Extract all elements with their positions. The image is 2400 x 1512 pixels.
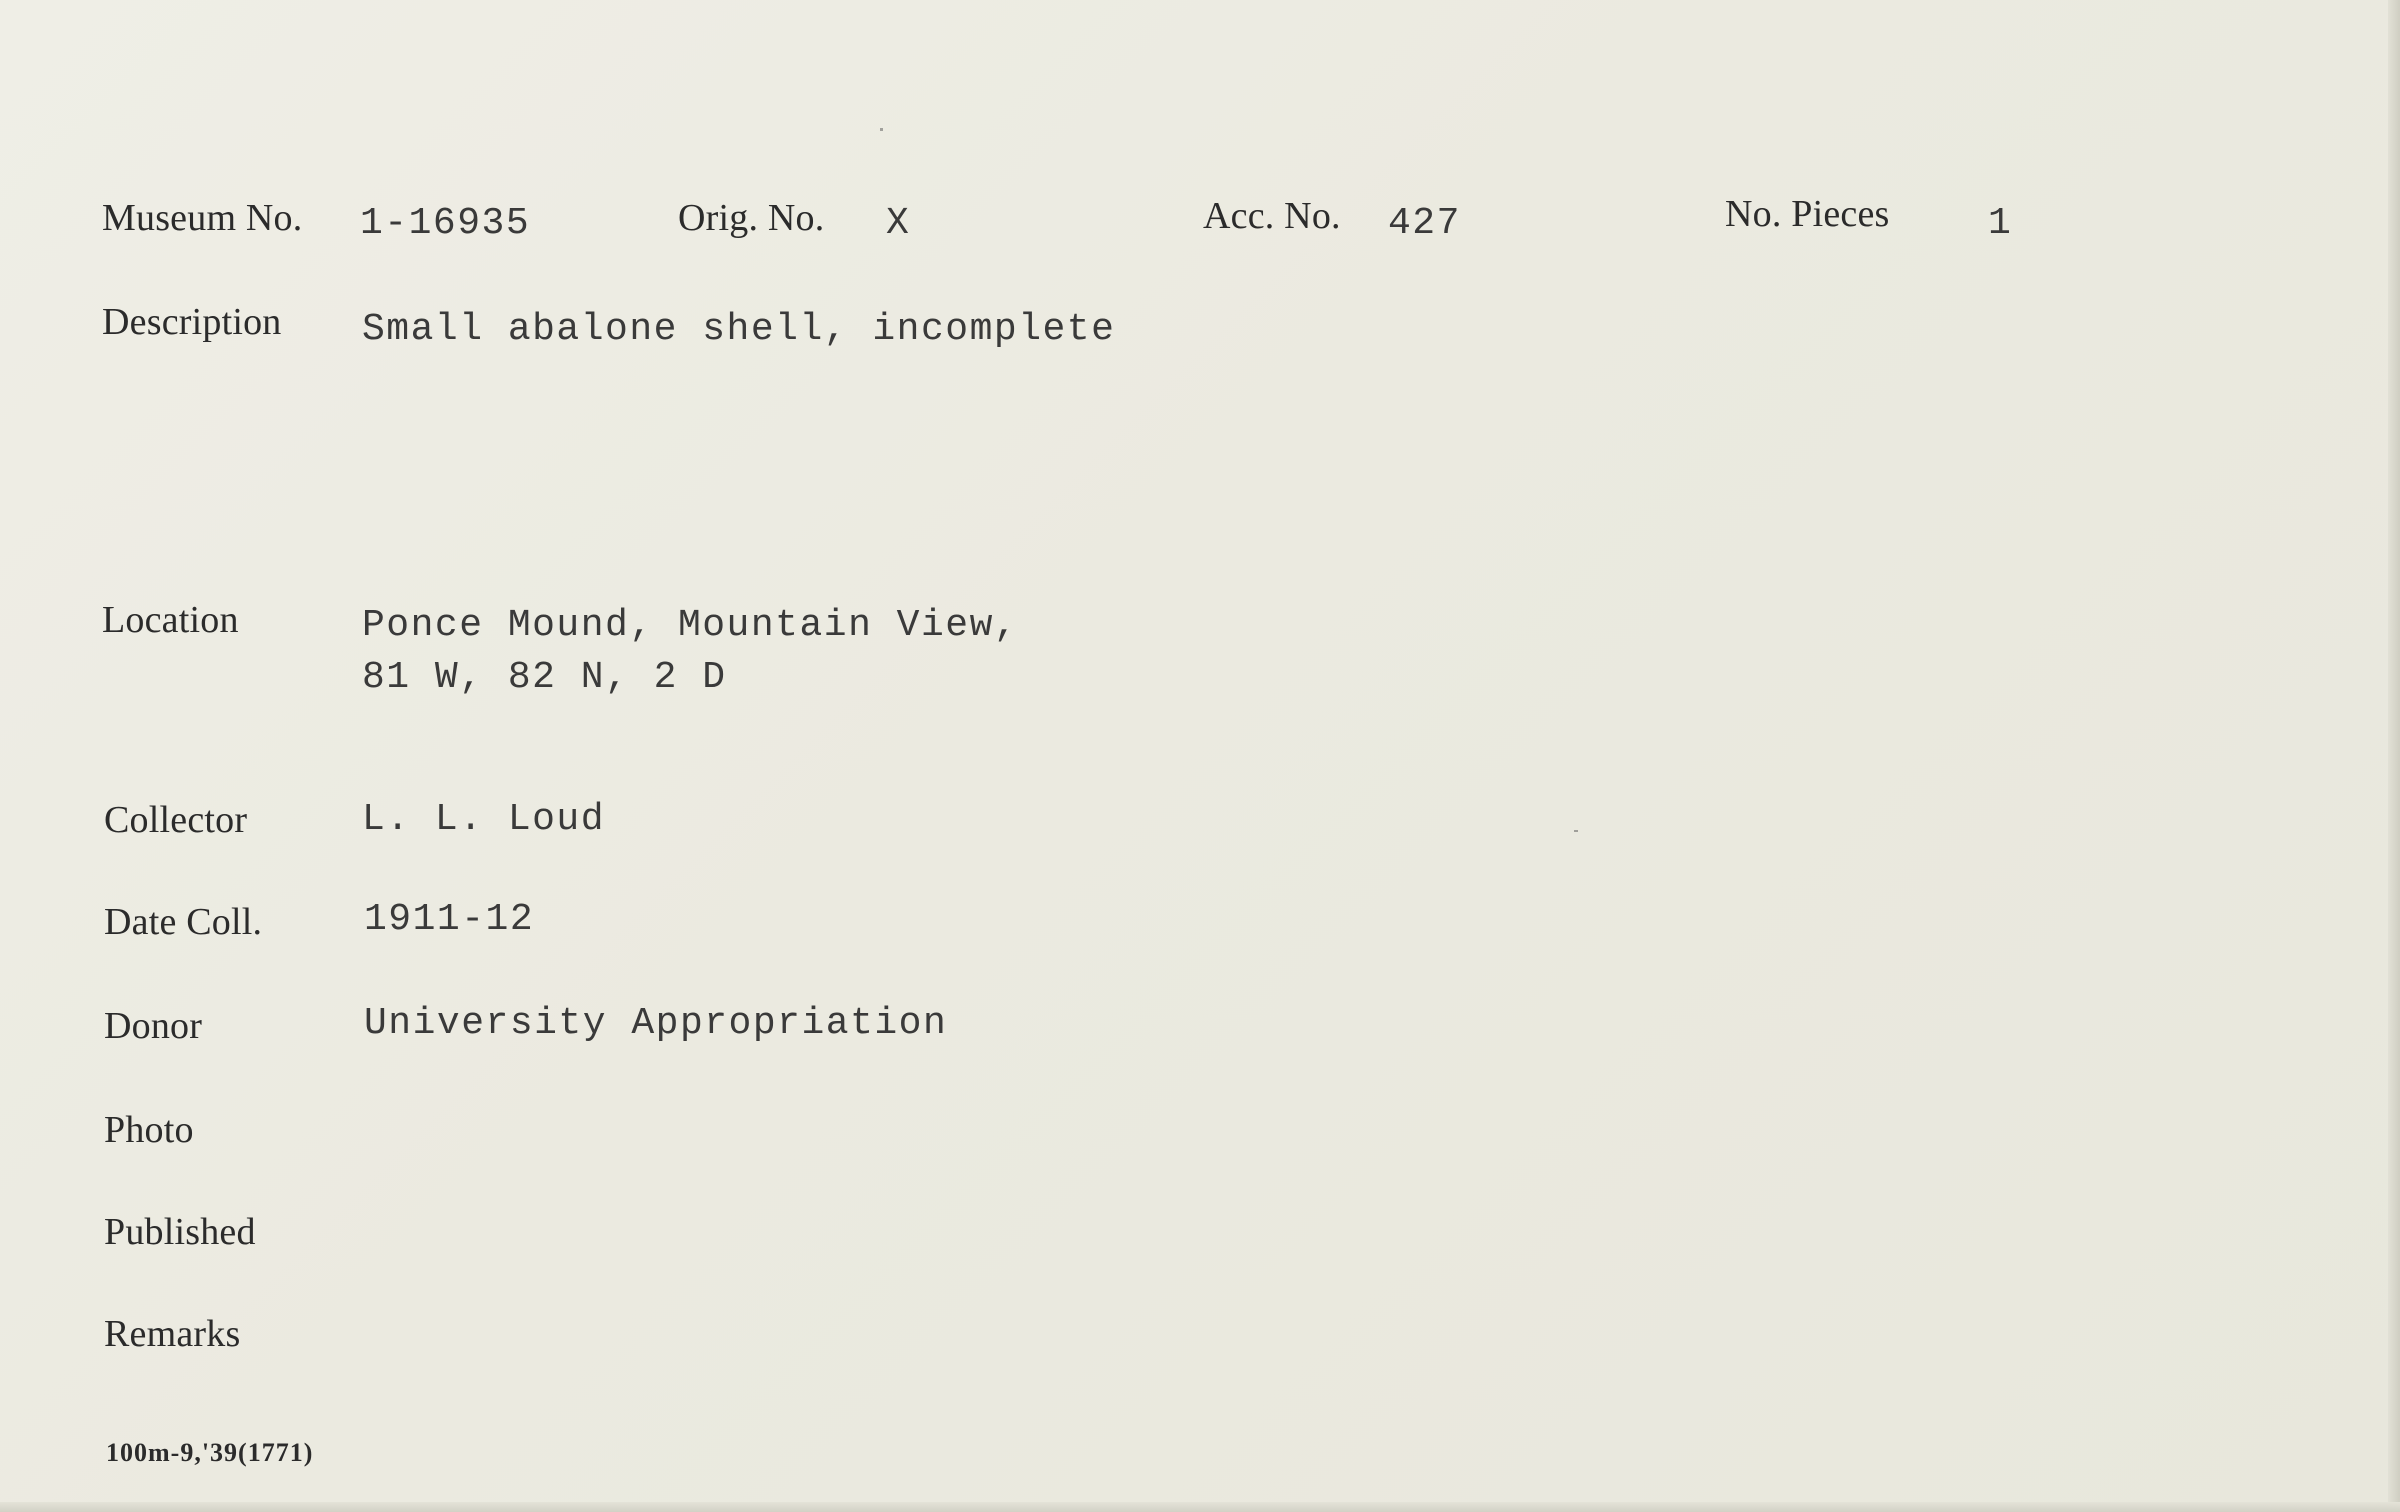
card-edge-bottom [0,1502,2400,1512]
acc-no-label: Acc. No. [1203,195,1341,237]
photo-label: Photo [104,1109,194,1151]
remarks-label: Remarks [104,1313,241,1355]
acc-no-value: 427 [1388,202,1461,245]
date-coll-label: Date Coll. [104,901,263,943]
collector-value: L. L. Loud [362,798,606,841]
date-coll-value: 1911-12 [364,898,535,941]
location-line-2: 81 W, 82 N, 2 D [362,656,727,699]
paper-speck [1574,830,1578,832]
description-label: Description [102,301,282,343]
published-label: Published [104,1211,256,1253]
donor-label: Donor [104,1005,203,1047]
orig-no-label: Orig. No. [678,197,825,239]
donor-value: University Appropriation [364,1002,948,1045]
museum-no-label: Museum No. [102,197,303,239]
footer-print-code: 100m-9,'39(1771) [106,1438,314,1467]
card-edge-right [2388,0,2400,1512]
location-label: Location [102,599,239,641]
museum-no-value: 1-16935 [360,202,531,245]
no-pieces-label: No. Pieces [1725,193,1890,235]
no-pieces-value: 1 [1988,202,2013,245]
description-value: Small abalone shell, incomplete [362,308,1116,351]
paper-speck [880,128,883,131]
orig-no-value: X [886,202,911,245]
collector-label: Collector [104,799,248,841]
location-line-1: Ponce Mound, Mountain View, [362,604,1019,647]
